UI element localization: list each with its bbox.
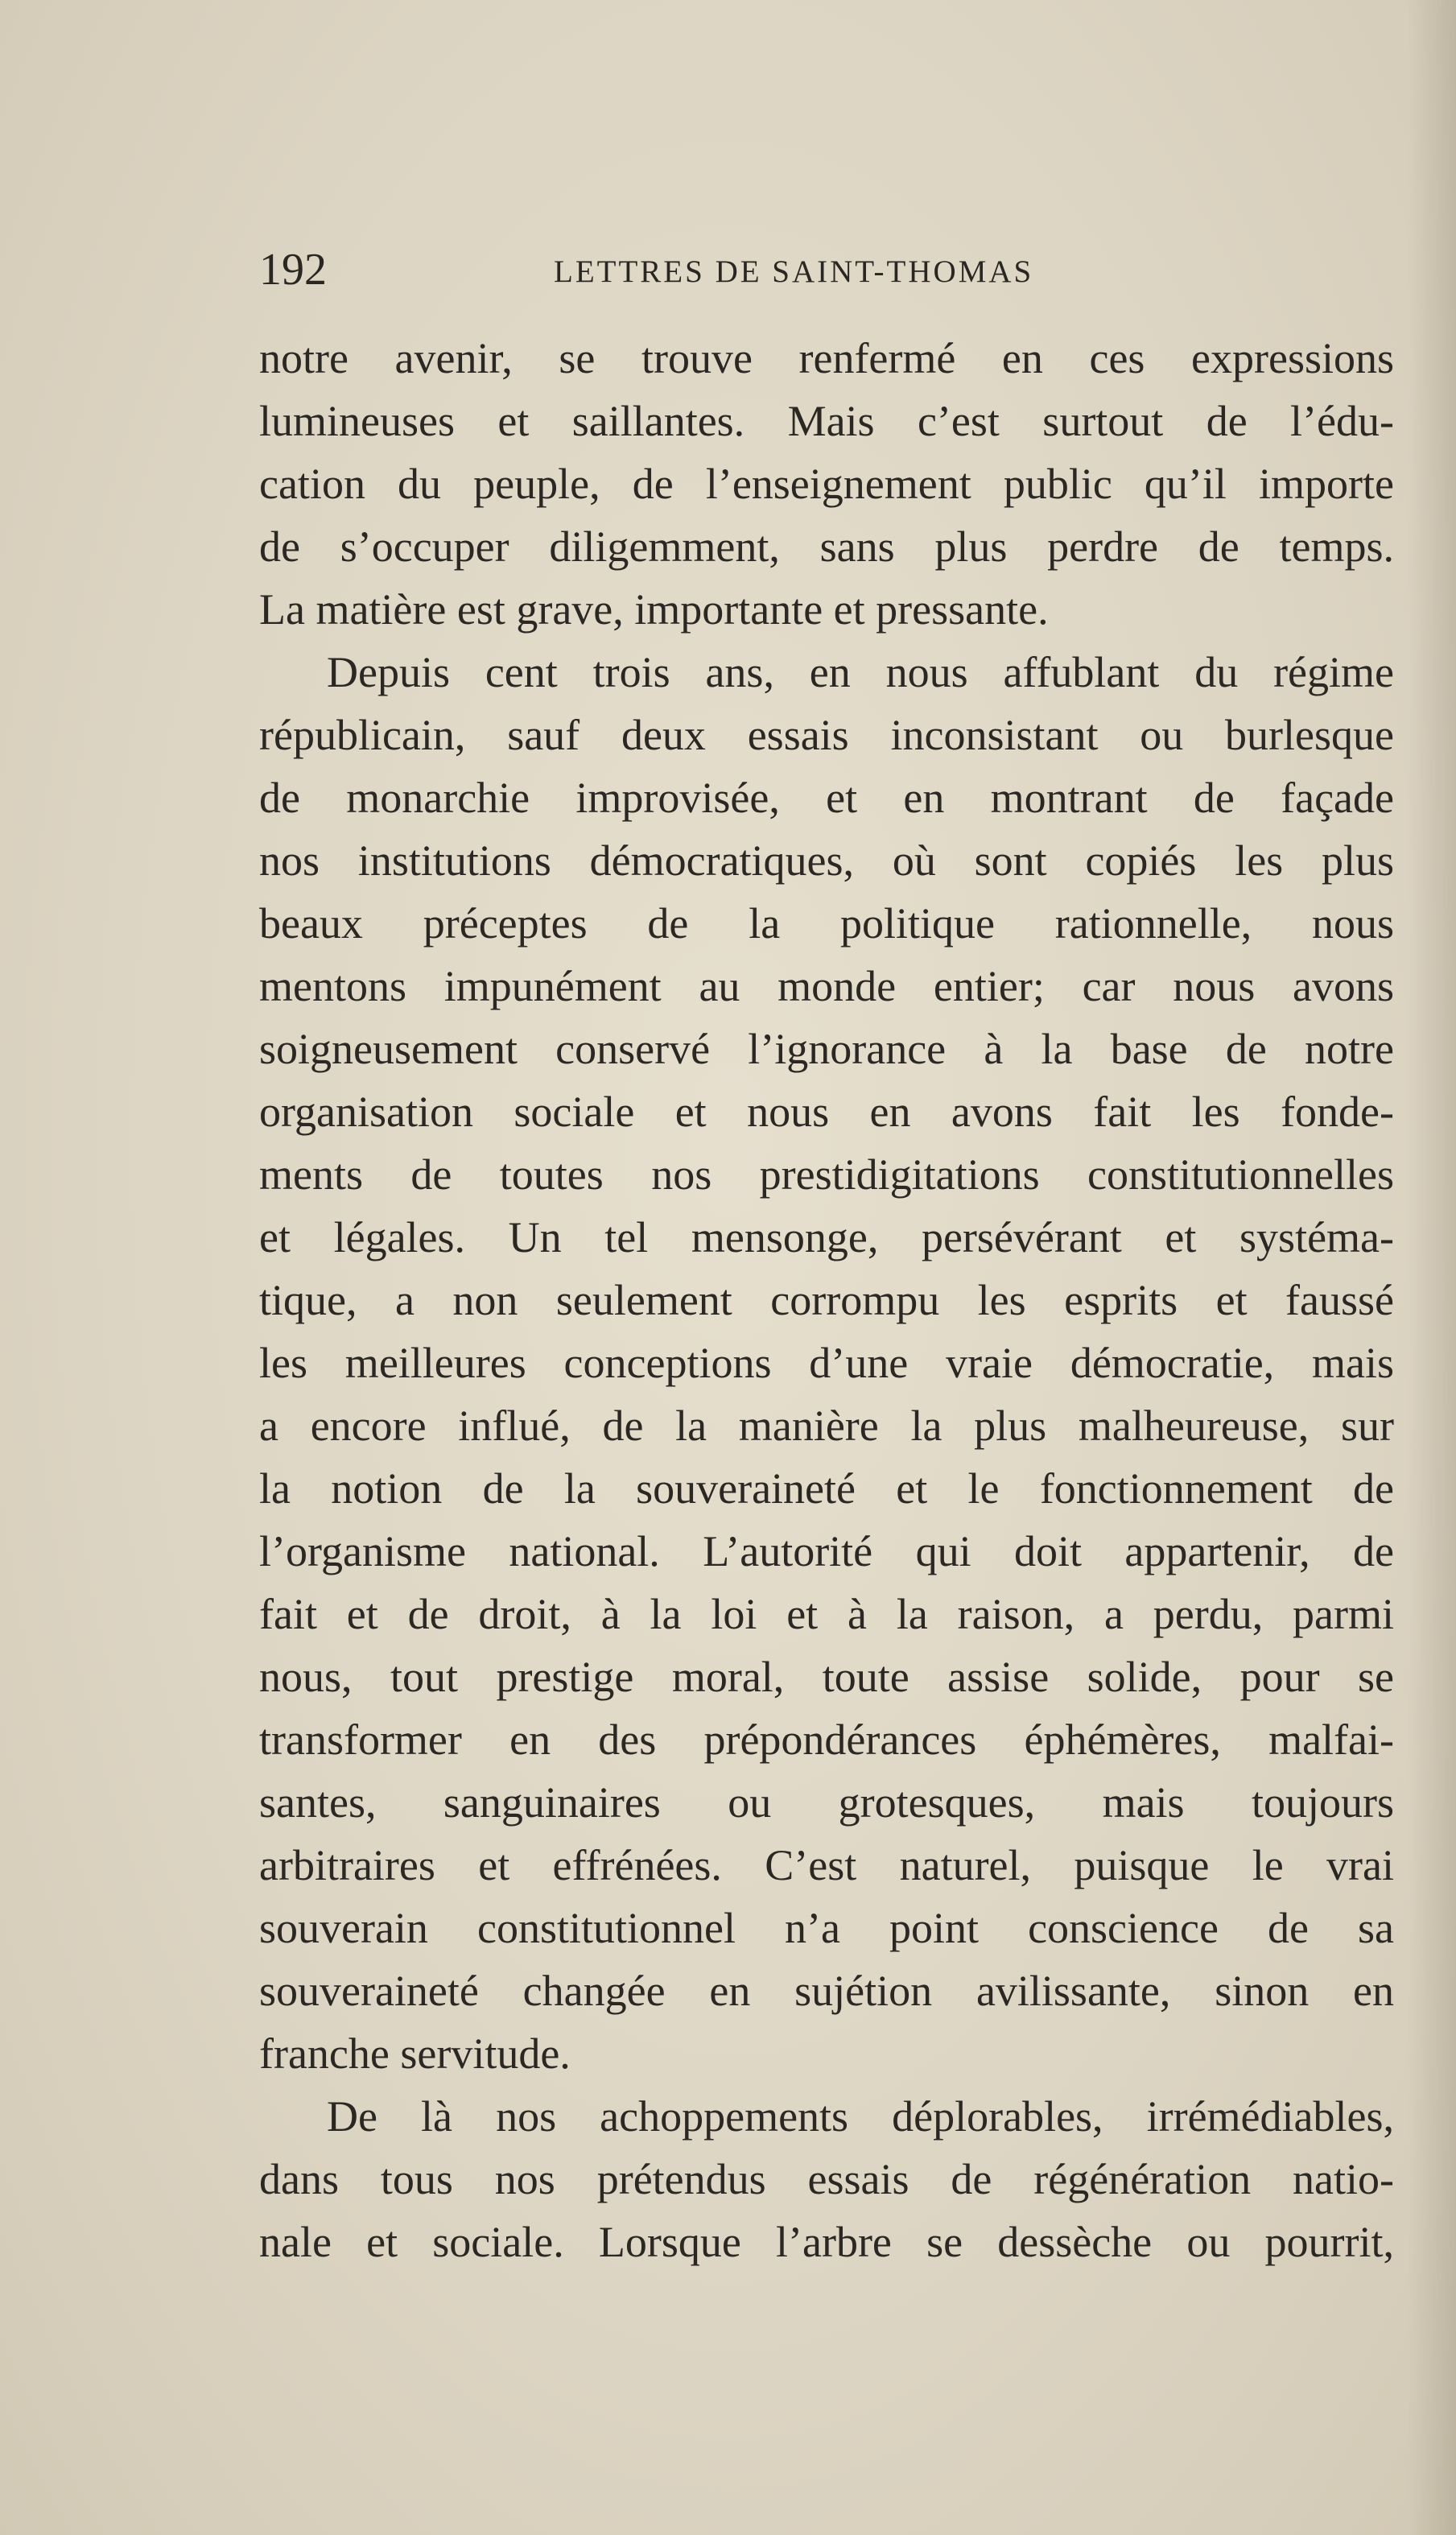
text-line: républicain, sauf deux essais inconsistant ou burlesque — [259, 711, 1394, 759]
body-text — [259, 327, 1394, 2273]
running-title: LETTRES DE SAINT-THOMAS — [554, 254, 1034, 289]
text-line: dans tous nos prétendus essais de régénération natio- — [259, 2155, 1394, 2203]
paragraph — [259, 327, 1394, 641]
text-line: nous, tout prestige moral, toute assise solide, pour se — [259, 1653, 1394, 1701]
text-line: et légales. Un tel mensonge, persévérant et systéma- — [259, 1213, 1394, 1261]
text-line: souverain constitutionnel n’a point conscience de sa — [259, 1904, 1394, 1952]
text-line: notre avenir, se trouve renfermé en ces expressions — [259, 334, 1394, 382]
text-line: La matière est grave, importante et pressante. — [259, 585, 1049, 634]
text-line: ments de toutes nos prestidigitations constitutionnelles — [259, 1150, 1394, 1199]
text-line: nos institutions démocratiques, où sont copiés les plus — [259, 836, 1394, 885]
text-line: de monarchie improvisée, et en montrant de façade — [259, 774, 1394, 822]
text-line: la notion de la souveraineté et le fonctionnement de — [259, 1464, 1394, 1513]
text-line: De là nos achoppements déplorables, irrémédiables, — [327, 2092, 1394, 2141]
page-header — [259, 242, 1402, 298]
text-line: beaux préceptes de la politique rationnelle, nous — [259, 899, 1394, 948]
text-line: souveraineté changée en sujétion avilissante, sinon en — [259, 1967, 1394, 2015]
paragraph — [259, 2085, 1394, 2273]
text-line: franche servitude. — [259, 2029, 571, 2078]
text-line: lumineuses et saillantes. Mais c’est surtout de l’édu- — [259, 397, 1394, 445]
text-line: fait et de droit, à la loi et à la raison, a perdu, parmi — [259, 1590, 1394, 1638]
text-line: santes, sanguinaires ou grotesques, mais toujours — [259, 1778, 1394, 1827]
text-line: les meilleures conceptions d’une vraie démocratie, mais — [259, 1339, 1394, 1387]
page-edge-shadow — [1408, 0, 1456, 2535]
text-line: a encore influé, de la manière la plus malheureuse, sur — [259, 1402, 1394, 1450]
text-line: l’organisme national. L’autorité qui doit appartenir, de — [259, 1527, 1394, 1575]
text-line: arbitraires et effrénées. C’est naturel, puisque le vrai — [259, 1841, 1394, 1889]
text-line: tique, a non seulement corrompu les esprits et faussé — [259, 1276, 1394, 1324]
text-line: mentons impunément au monde entier; car nous avons — [259, 962, 1394, 1010]
text-line: de s’occuper diligemment, sans plus perdre de temps. — [259, 522, 1394, 571]
text-line: transformer en des prépondérances éphémères, malfai- — [259, 1715, 1394, 1764]
text-line: organisation sociale et nous en avons fait les fonde- — [259, 1088, 1394, 1136]
paragraph — [259, 641, 1394, 2085]
text-line: cation du peuple, de l’enseignement public qu’il importe — [259, 460, 1394, 508]
text-line: Depuis cent trois ans, en nous affublant du régime — [327, 648, 1394, 696]
page-number: 192 — [259, 245, 327, 295]
text-line: soigneusement conservé l’ignorance à la base de notre — [259, 1025, 1394, 1073]
text-line: nale et sociale. Lorsque l’arbre se dessèche ou pourrit, — [259, 2218, 1394, 2266]
